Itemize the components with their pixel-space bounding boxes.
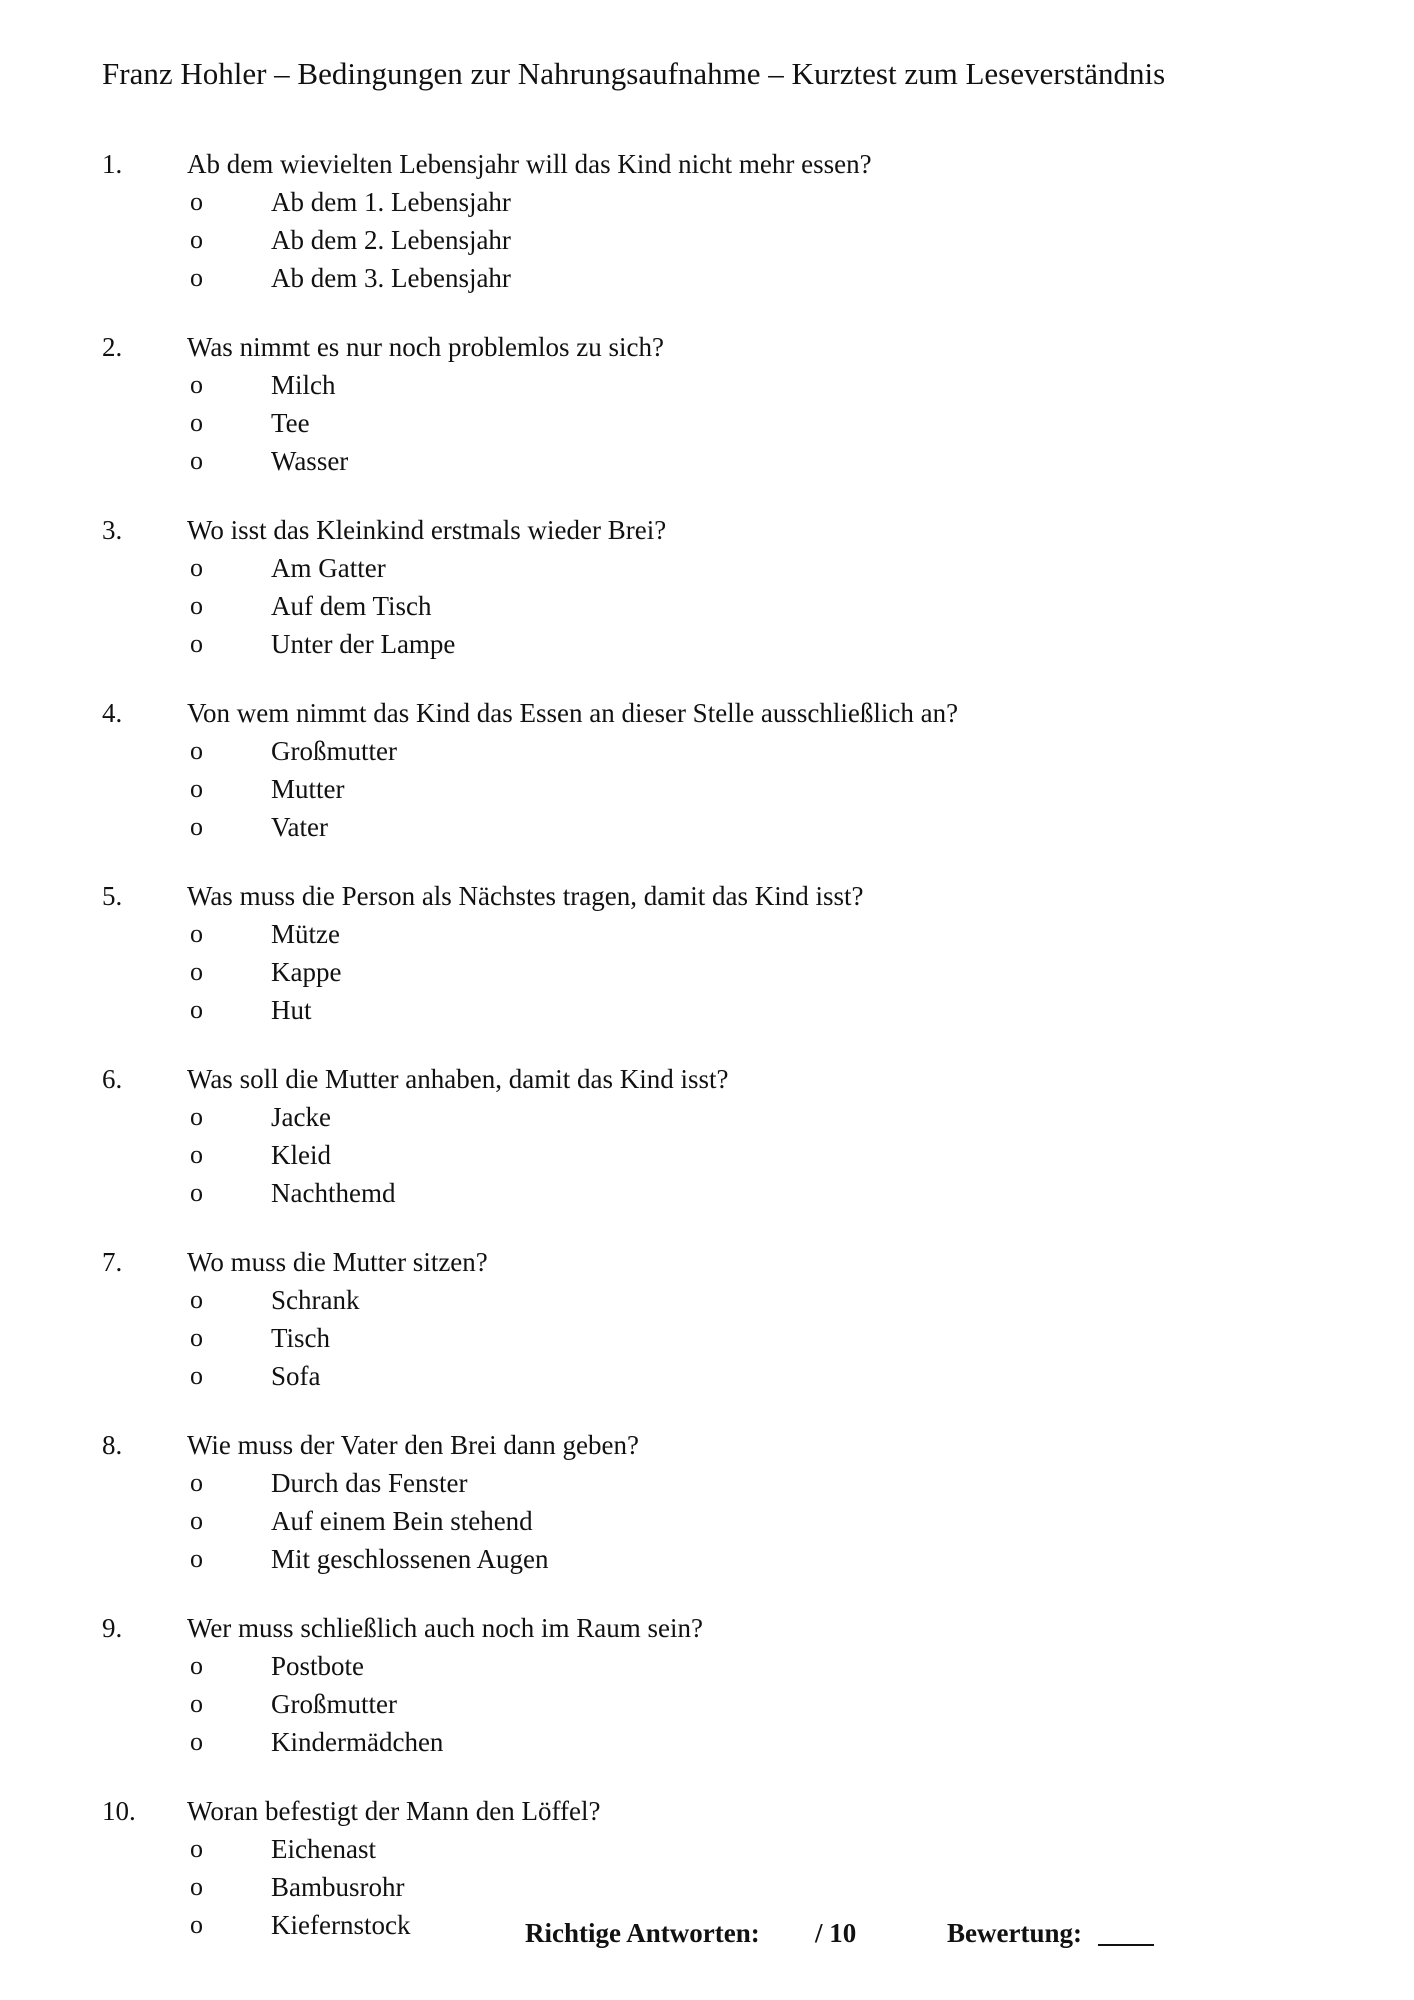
question-number: 10. [102, 1796, 136, 1826]
option-label: Bambusrohr [271, 1872, 405, 1902]
answer-option[interactable] [0, 1540, 1414, 1578]
question-1 [0, 145, 1414, 297]
answer-option[interactable] [0, 1174, 1414, 1212]
score-total: / 10 [815, 1918, 857, 1948]
option-circle-icon[interactable]: o [190, 1689, 203, 1718]
option-circle-icon[interactable]: o [190, 1361, 203, 1390]
option-label: Unter der Lampe [271, 629, 456, 659]
answer-option[interactable] [0, 1502, 1414, 1540]
answer-option[interactable] [0, 770, 1414, 808]
option-label: Ab dem 3. Lebensjahr [271, 263, 511, 293]
answer-option[interactable] [0, 1098, 1414, 1136]
option-label: Mutter [271, 774, 345, 804]
option-circle-icon[interactable]: o [190, 629, 203, 658]
question-8 [0, 1426, 1414, 1578]
option-circle-icon[interactable]: o [190, 1102, 203, 1131]
option-circle-icon[interactable]: o [190, 995, 203, 1024]
question-row [0, 694, 1414, 732]
option-circle-icon[interactable]: o [190, 1178, 203, 1207]
option-label: Kleid [271, 1140, 331, 1170]
option-circle-icon[interactable]: o [190, 1323, 203, 1352]
question-number: 8. [102, 1430, 123, 1460]
answer-option[interactable] [0, 1281, 1414, 1319]
answer-option[interactable] [0, 1723, 1414, 1761]
option-label: Nachthemd [271, 1178, 396, 1208]
option-label: Kappe [271, 957, 342, 987]
option-label: Ab dem 1. Lebensjahr [271, 187, 511, 217]
question-text: Wer muss schließlich auch noch im Raum sein? [187, 1613, 703, 1643]
option-label: Tee [271, 408, 310, 438]
question-number: 3. [102, 515, 123, 545]
option-circle-icon[interactable]: o [190, 1468, 203, 1497]
option-circle-icon[interactable]: o [190, 1651, 203, 1680]
question-row [0, 877, 1414, 915]
option-circle-icon[interactable]: o [190, 225, 203, 254]
question-text: Wie muss der Vater den Brei dann geben? [187, 1430, 640, 1460]
question-row [0, 328, 1414, 366]
question-number: 2. [102, 332, 123, 362]
option-circle-icon[interactable]: o [190, 263, 203, 292]
question-number: 7. [102, 1247, 123, 1277]
question-9 [0, 1609, 1414, 1761]
option-circle-icon[interactable]: o [190, 370, 203, 399]
option-label: Mütze [271, 919, 340, 949]
question-2 [0, 328, 1414, 480]
answer-option[interactable] [0, 1357, 1414, 1395]
option-circle-icon[interactable]: o [190, 1544, 203, 1573]
option-circle-icon[interactable]: o [190, 1727, 203, 1756]
question-number: 9. [102, 1613, 123, 1643]
option-circle-icon[interactable]: o [190, 553, 203, 582]
question-7 [0, 1243, 1414, 1395]
page-title: Franz Hohler – Bedingungen zur Nahrungsaufnahme – Kurztest zum Leseverständnis [102, 56, 1166, 91]
answer-option[interactable] [0, 732, 1414, 770]
option-label: Großmutter [271, 1689, 397, 1719]
option-label: Eichenast [271, 1834, 376, 1864]
answer-option[interactable] [0, 915, 1414, 953]
answer-option[interactable] [0, 1685, 1414, 1723]
option-label: Hut [271, 995, 312, 1025]
question-text: Was soll die Mutter anhaben, damit das Kind isst? [187, 1064, 729, 1094]
question-row [0, 511, 1414, 549]
option-circle-icon[interactable]: o [190, 187, 203, 216]
question-5 [0, 877, 1414, 1029]
option-circle-icon[interactable]: o [190, 957, 203, 986]
option-label: Vater [271, 812, 328, 842]
answer-option[interactable] [0, 1319, 1414, 1357]
question-number: 1. [102, 149, 123, 179]
option-label: Auf einem Bein stehend [271, 1506, 533, 1536]
option-circle-icon[interactable]: o [190, 408, 203, 437]
question-4 [0, 694, 1414, 846]
answer-option[interactable] [0, 1136, 1414, 1174]
correct-answers-label: Richtige Antworten: [525, 1918, 760, 1948]
answer-option[interactable] [0, 1830, 1414, 1868]
question-6 [0, 1060, 1414, 1212]
option-circle-icon[interactable]: o [190, 1834, 203, 1863]
question-text: Wo muss die Mutter sitzen? [187, 1247, 488, 1277]
option-label: Ab dem 2. Lebensjahr [271, 225, 511, 255]
answer-option[interactable] [0, 1647, 1414, 1685]
question-row [0, 1243, 1414, 1281]
question-row [0, 1792, 1414, 1830]
answer-option[interactable] [0, 953, 1414, 991]
question-text: Wo isst das Kleinkind erstmals wieder Brei? [187, 515, 667, 545]
option-label: Großmutter [271, 736, 397, 766]
answer-option[interactable] [0, 442, 1414, 480]
option-label: Wasser [271, 446, 349, 476]
question-text: Was muss die Person als Nächstes tragen, damit das Kind isst? [187, 881, 864, 911]
answer-option[interactable] [0, 366, 1414, 404]
option-circle-icon[interactable]: o [190, 1506, 203, 1535]
question-3 [0, 511, 1414, 663]
answer-option[interactable] [0, 183, 1414, 221]
score-footer [0, 1914, 1414, 1952]
option-label: Kiefernstock [271, 1910, 411, 1940]
option-label: Auf dem Tisch [271, 591, 432, 621]
option-circle-icon[interactable]: o [190, 774, 203, 803]
answer-option[interactable] [0, 625, 1414, 663]
option-circle-icon[interactable]: o [190, 1140, 203, 1169]
option-label: Postbote [271, 1651, 365, 1681]
option-circle-icon[interactable]: o [190, 1872, 203, 1901]
answer-option[interactable] [0, 1868, 1414, 1906]
answer-option[interactable] [0, 549, 1414, 587]
question-number: 6. [102, 1064, 123, 1094]
option-label: Tisch [271, 1323, 331, 1353]
rating-blank-line[interactable] [1098, 1944, 1154, 1946]
question-row [0, 1060, 1414, 1098]
answer-option[interactable] [0, 404, 1414, 442]
option-label: Jacke [271, 1102, 331, 1132]
question-text: Von wem nimmt das Kind das Essen an dieser Stelle ausschließlich an? [187, 698, 959, 728]
question-row [0, 1426, 1414, 1464]
option-circle-icon[interactable]: o [190, 736, 203, 765]
option-label: Sofa [271, 1361, 321, 1391]
option-label: Durch das Fenster [271, 1468, 468, 1498]
option-label: Milch [271, 370, 336, 400]
question-number: 5. [102, 881, 123, 911]
option-circle-icon[interactable]: o [190, 812, 203, 841]
answer-option[interactable] [0, 1464, 1414, 1502]
answer-option[interactable] [0, 587, 1414, 625]
question-text: Was nimmt es nur noch problemlos zu sich? [187, 332, 664, 362]
option-label: Schrank [271, 1285, 360, 1315]
option-circle-icon[interactable]: o [190, 591, 203, 620]
option-label: Kindermädchen [271, 1727, 444, 1757]
rating-label: Bewertung: [947, 1918, 1082, 1948]
question-row [0, 145, 1414, 183]
answer-option[interactable] [0, 221, 1414, 259]
question-text: Ab dem wievielten Lebensjahr will das Kind nicht mehr essen? [187, 149, 872, 179]
option-circle-icon[interactable]: o [190, 1910, 203, 1939]
option-circle-icon[interactable]: o [190, 1285, 203, 1314]
option-label: Mit geschlossenen Augen [271, 1544, 549, 1574]
question-row [0, 1609, 1414, 1647]
question-number: 4. [102, 698, 123, 728]
answer-option[interactable] [0, 259, 1414, 297]
answer-option[interactable] [0, 808, 1414, 846]
answer-option[interactable] [0, 991, 1414, 1029]
question-text: Woran befestigt der Mann den Löffel? [187, 1796, 601, 1826]
option-label: Am Gatter [271, 553, 386, 583]
option-circle-icon[interactable]: o [190, 446, 203, 475]
option-circle-icon[interactable]: o [190, 919, 203, 948]
